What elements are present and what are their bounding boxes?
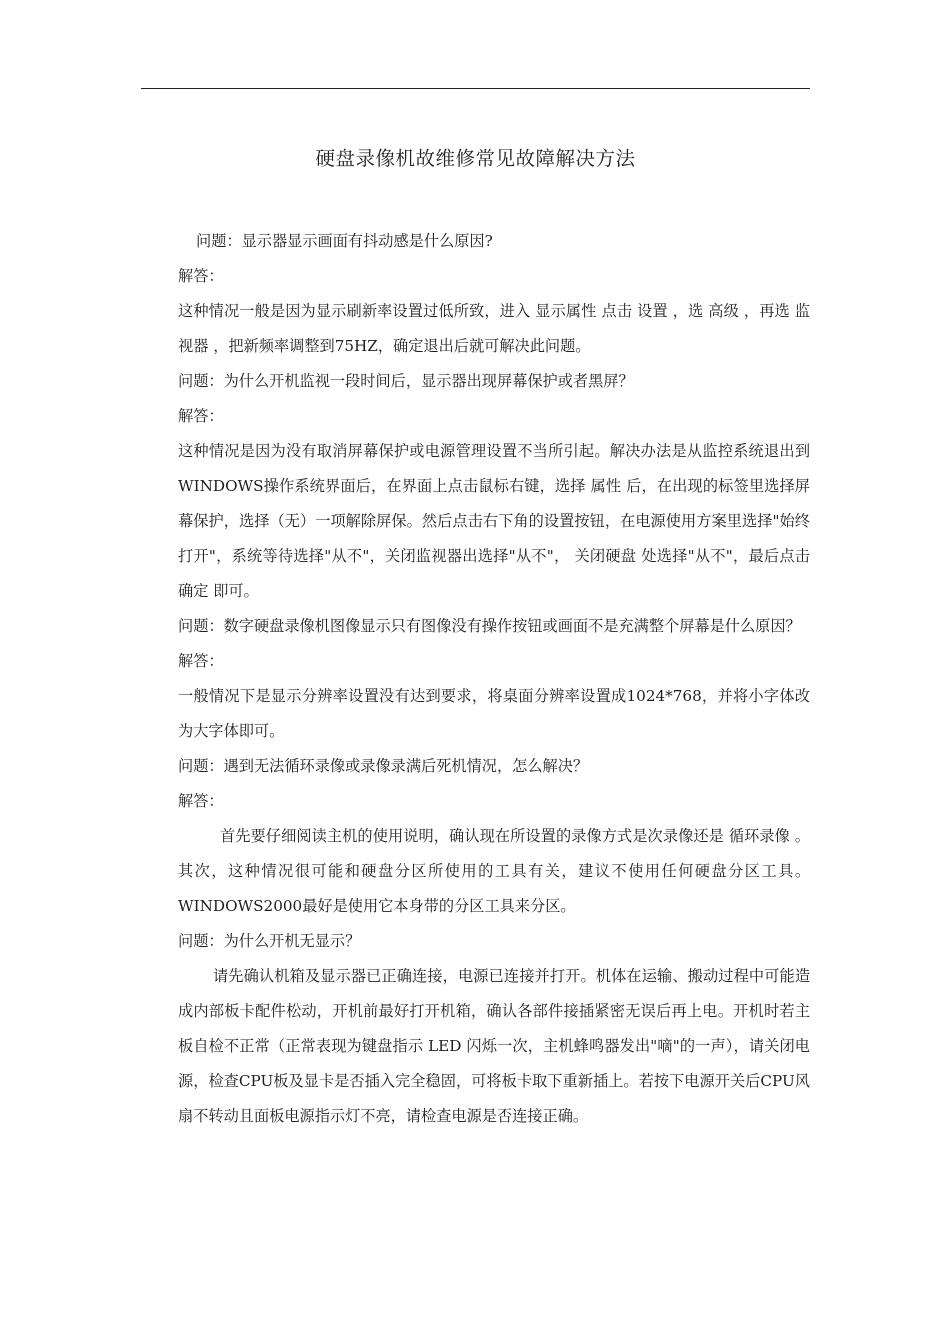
answer-2: 这种情况是因为没有取消屏幕保护或电源管理设置不当所引起。解决办法是从监控系统退出到WINDOWS操作系统界面后，在界面上点击鼠标右键，选择 属性 后，在出现的标签里选择屏幕保护，选择（无）一项解除屏保。然后点击右下角的设置按钮，在电源使用方案里选择"始终打开"，系统等待选择"从不"，关闭监视器出选择"从不"， 关闭硬盘 处选择"从不"，最后点击 确定 即可。 xyxy=(178,442,810,600)
answer-label-2: 解答： xyxy=(178,407,224,425)
answer-label-4: 解答： xyxy=(178,792,224,810)
question-2: 问题：为什么开机监视一段时间后，显示器出现屏幕保护或者黑屏？ xyxy=(178,372,634,390)
question-4: 问题：遇到无法循环录像或录像录满后死机情况，怎么解决？ xyxy=(178,757,589,775)
answer-5: 请先确认机箱及显示器已正确连接，电源已连接并打开。机体在运输、搬动过程中可能造成内部板卡配件松动，开机前最好打开机箱，确认各部件接插紧密无误后再上电。开机时若主板自检不正常（正常表现为键盘指示 LED 闪烁一次，主机蜂鸣器发出"嘀"的一声），请关闭电源，检查CPU板及显卡是否插入完全稳固，可将板卡取下重新插上。若按下电源开关后CPU风扇不转动且面板电源指示灯不亮，请检查电源是否连接正确。 xyxy=(178,967,810,1125)
answer-4: 首先要仔细阅读主机的使用说明，确认现在所设置的录像方式是次录像还是 循环录像 。其次，这种情况很可能和硬盘分区所使用的工具有关，建议不使用任何硬盘分区工具。WINDOWS2000最好是使用它本身带的分区工具来分区。 xyxy=(178,827,810,915)
answer-label-3: 解答： xyxy=(178,652,224,670)
answer-label-1: 解答： xyxy=(178,267,224,285)
answer-3: 一般情况下是显示分辨率设置没有达到要求，将桌面分辨率设置成1024*768，并将小字体改为大字体即可。 xyxy=(178,687,810,740)
question-3: 问题：数字硬盘录像机图像显示只有图像没有操作按钮或画面不是充满整个屏幕是什么原因？ xyxy=(178,617,801,635)
answer-1: 这种情况一般是因为显示刷新率设置过低所致，进入 显示属性 点击 设置 ，选 高级 ，再选 监视器 ，把新频率调整到75HZ，确定退出后就可解决此问题。 xyxy=(178,302,810,355)
document-title: 硬盘录像机故维修常见故障解决方法 xyxy=(315,147,636,170)
document-body xyxy=(178,224,810,1134)
question-1: 问题：显示器显示画面有抖动感是什么原因? xyxy=(196,232,493,250)
question-5: 问题：为什么开机无显示？ xyxy=(178,932,361,950)
header-rule xyxy=(141,88,810,89)
